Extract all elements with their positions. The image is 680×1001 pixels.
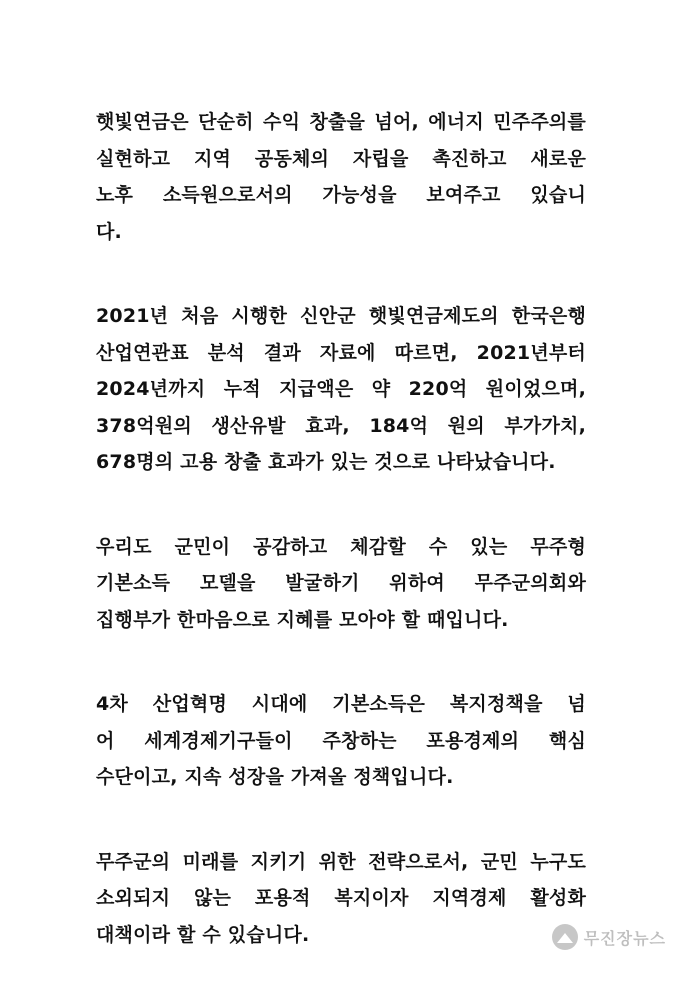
text-line: 2024년까지 누적 지급액은 약 220억 원이었으며, bbox=[96, 378, 586, 400]
text-line: 대책이라 할 수 있습니다. bbox=[96, 923, 310, 946]
text-line: 678명의 고용 창출 효과가 있는 것으로 나타났습니다. bbox=[96, 451, 556, 473]
text-line: 무주군의 미래를 지키기 위한 전략으로서, 군민 누구도 bbox=[96, 850, 586, 873]
text-line: 4차 산업혁명 시대에 기본소득은 복지정책을 넘 bbox=[96, 693, 586, 715]
watermark bbox=[552, 924, 666, 950]
paragraph bbox=[96, 104, 586, 250]
text-line: 햇빛연금은 단순히 수익 창출을 넘어, 에너지 민주주의를 bbox=[96, 111, 586, 133]
text-line: 기본소득 모델을 발굴하기 위하여 무주군의회와 bbox=[96, 572, 586, 594]
text-line: 노후 소득원으로서의 가능성을 보여주고 있습니 bbox=[96, 184, 586, 206]
text-line: 어 세계경제기구들이 주창하는 포용경제의 핵심 bbox=[96, 729, 586, 752]
text-line: 실현하고 지역 공동체의 자립을 촉진하고 새로운 bbox=[96, 147, 586, 170]
text-line: 산업연관표 분석 결과 자료에 따르면, 2021년부터 bbox=[96, 341, 586, 364]
text-line: 집행부가 한마음으로 지혜를 모아야 할 때입니다. bbox=[96, 608, 509, 631]
paragraph bbox=[96, 844, 586, 954]
text-line: 우리도 군민이 공감하고 체감할 수 있는 무주형 bbox=[96, 535, 586, 558]
paragraph bbox=[96, 529, 586, 639]
text-line: 2021년 처음 시행한 신안군 햇빛연금제도의 한국은행 bbox=[96, 305, 586, 327]
paragraph bbox=[96, 298, 586, 481]
text-line: 378억원의 생산유발 효과, 184억 원의 부가가치, bbox=[96, 414, 586, 437]
text-line: 다. bbox=[96, 220, 122, 243]
text-line: 수단이고, 지속 성장을 가져올 정책입니다. bbox=[96, 766, 454, 788]
text-line: 소외되지 않는 포용적 복지이자 지역경제 활성화 bbox=[96, 887, 586, 909]
watermark-text: 무진장뉴스 bbox=[583, 928, 666, 948]
mountain-logo-icon bbox=[552, 924, 578, 950]
document-body bbox=[96, 104, 586, 1001]
paragraph bbox=[96, 686, 586, 796]
